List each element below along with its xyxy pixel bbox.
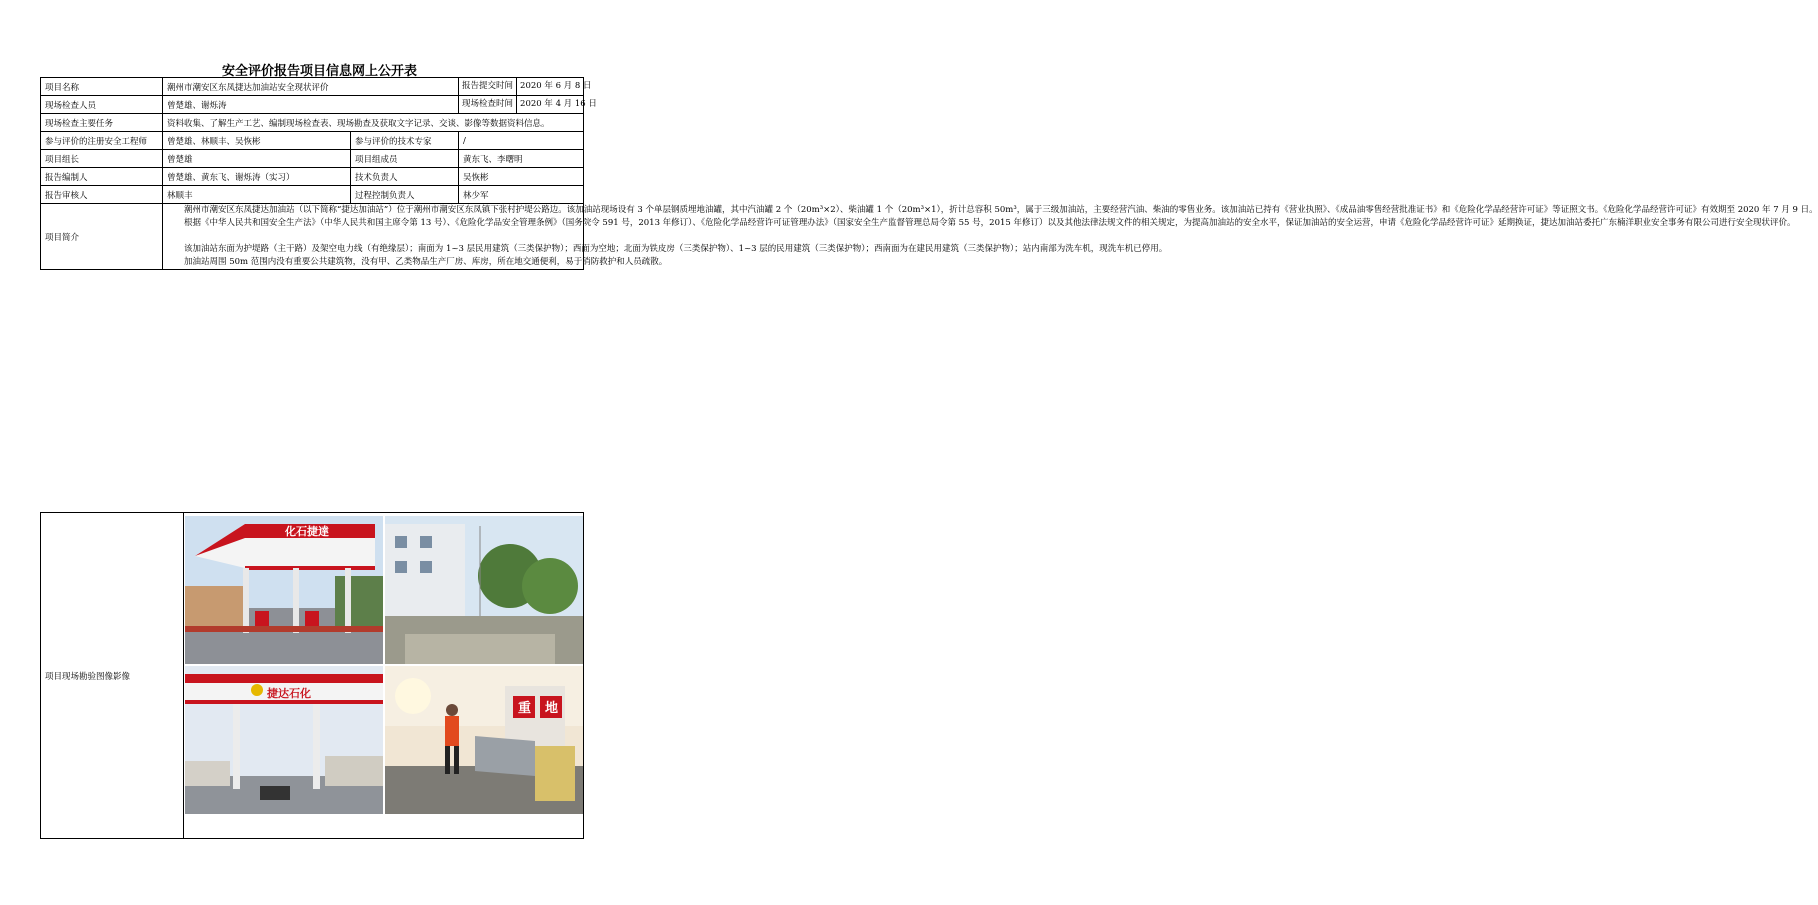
writers-value: 曾楚雄、黄东飞、谢烁涛（实习） xyxy=(163,168,351,186)
intro-paragraph: 该加油站东面为护堤路（主干路）及架空电力线（有绝缘层）；南面为 1~3 层民用建筑（三类保护物）；西面为空地；北面为铁皮房（三类保护物）、1~3 层的民用建筑（三类保护物）；西南面为在建民用建筑（三类保护物）；站内南部为洗车机，现洗车机已停用。 xyxy=(184,244,1168,254)
inspectors-value: 曾楚雄、谢烁涛 xyxy=(163,96,459,114)
table-row xyxy=(41,204,584,270)
submit-time-label: 报告提交时间 xyxy=(459,78,517,95)
inspect-time-label: 现场检查时间 xyxy=(459,96,517,113)
members-value: 黄东飞、李曙明 xyxy=(459,150,584,168)
experts-value: / xyxy=(459,132,584,150)
table-row xyxy=(41,168,584,186)
writers-label: 报告编制人 xyxy=(41,168,163,186)
table-row xyxy=(41,114,584,132)
project-name-value: 潮州市潮安区东凤捷达加油站安全现状评价 xyxy=(163,78,459,96)
process-lead-label: 过程控制负责人 xyxy=(351,186,459,204)
intro-paragraph: 加油站周围 50m 范围内没有重要公共建筑物，没有甲、乙类物品生产厂房、库房，所在地交通便利，易于消防救护和人员疏散。 xyxy=(184,257,668,267)
reviewer-value: 林顺丰 xyxy=(163,186,351,204)
inspect-time-value: 2020 年 4 月 16 日 xyxy=(520,99,597,109)
table-row xyxy=(41,186,584,204)
project-name-label: 项目名称 xyxy=(41,78,163,96)
table-row xyxy=(41,96,584,114)
table-row xyxy=(41,78,584,96)
experts-label: 参与评价的技术专家 xyxy=(351,132,459,150)
photo-grid xyxy=(184,513,584,839)
photo-tank-inspection xyxy=(385,666,583,814)
intro-label: 项目简介 xyxy=(41,204,163,270)
members-label: 项目组成员 xyxy=(351,150,459,168)
wall-char-2: 地 xyxy=(545,701,559,716)
engineers-label: 参与评价的注册安全工程师 xyxy=(41,132,163,150)
table-row xyxy=(41,513,584,839)
photo-surroundings xyxy=(385,516,583,664)
canopy-brand-text: 捷达石化 xyxy=(267,687,311,700)
leader-value: 曾楚雄 xyxy=(163,150,351,168)
process-lead-value: 林少军 xyxy=(459,186,584,204)
table-row xyxy=(41,150,584,168)
engineers-value: 曾楚雄、林顺丰、吴恢彬 xyxy=(163,132,351,150)
submit-time-cell xyxy=(459,78,592,96)
submit-time-value: 2020 年 6 月 8 日 xyxy=(520,81,592,91)
photo-station-front xyxy=(185,516,383,664)
photo-station-canopy xyxy=(185,666,383,814)
photos-table xyxy=(40,512,584,839)
info-table xyxy=(40,77,1818,270)
inspectors-label: 现场检查人员 xyxy=(41,96,163,114)
wall-char-1: 重 xyxy=(518,701,532,716)
leader-label: 项目组长 xyxy=(41,150,163,168)
photos-label: 项目现场勘验图像影像 xyxy=(41,513,184,839)
tech-lead-label: 技术负责人 xyxy=(351,168,459,186)
canopy-sign-text: 化石捷達 xyxy=(285,525,329,538)
reviewer-label: 报告审核人 xyxy=(41,186,163,204)
page-title: 安全评价报告项目信息网上公开表 xyxy=(221,64,417,79)
tech-lead-value: 吴恢彬 xyxy=(459,168,584,186)
intro-paragraph: 根据《中华人民共和国安全生产法》（中华人民共和国主席令第 13 号）、《危险化学品安全管理条例》（国务院令 591 号，2013 年修订）、《危险化学品经营许可证管理办法》（国家安全生产监督管理总局令第 55 号，2015 年修订）以及其他法律法规文件的相关规定，为提高加油站的安全水平，保证加油站的安全运营，申请《危险化学品经营许可证》延期换证，捷达加油站委托广东楠洋职业安全事务有限公司进行安全现状评价。 xyxy=(184,218,1796,228)
tasks-label: 现场检查主要任务 xyxy=(41,114,163,132)
inspect-time-cell xyxy=(459,96,597,114)
table-row xyxy=(41,132,584,150)
intro-paragraph: 潮州市潮安区东凤捷达加油站（以下简称“捷达加油站”）位于潮州市潮安区东凤镇下张村护堤公路边。该加油站现场设有 3 个单层钢质埋地油罐，其中汽油罐 2 个（20m³×2）、柴油罐 1 个（20m³×1），折计总容积 50m³，属于三级加油站，主要经营汽油、柴油的零售业务。该加油站已持有《营业执照》、《成品油零售经营批准证书》和《危险化学品经营许可证》等证照文书。《危险化学品经营许可证》有效期至 2020 年 7 月 9 日。 xyxy=(184,205,1818,215)
tasks-value: 资料收集、了解生产工艺、编制现场检查表、现场勘查及获取文字记录、交谈、影像等数据资料信息。 xyxy=(163,114,584,132)
intro-text xyxy=(163,204,1818,270)
